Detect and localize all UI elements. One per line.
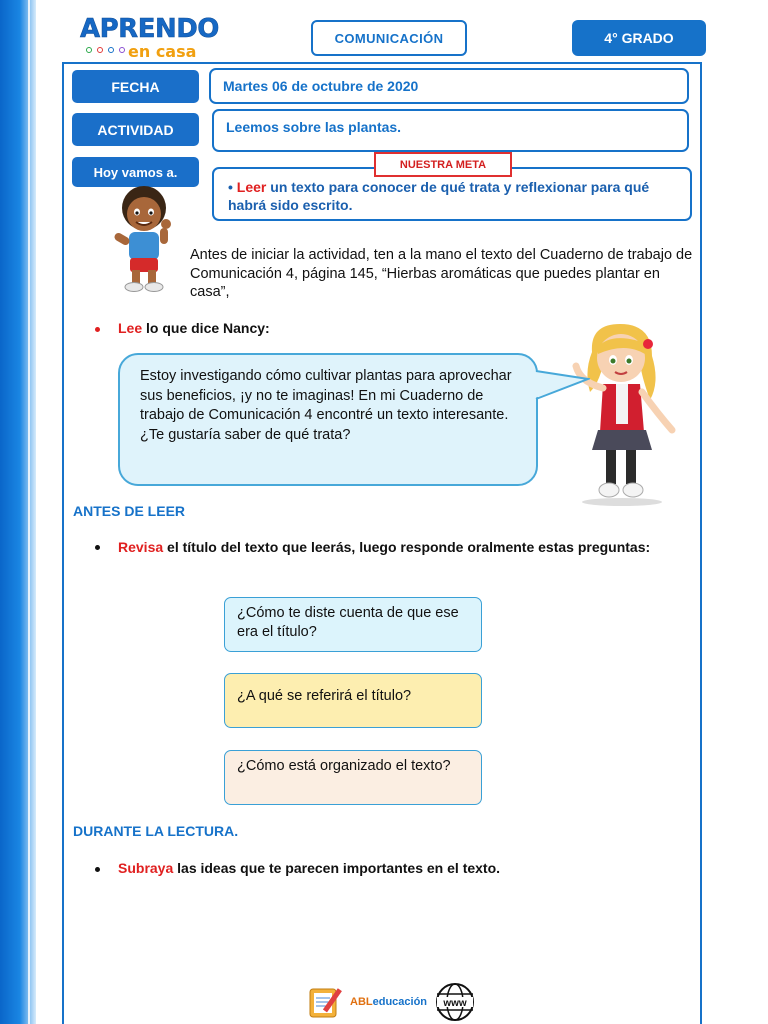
nuestra-meta-tag: NUESTRA META [374,152,512,177]
lee-instruction [95,320,270,336]
footer-logos [306,982,477,1022]
fecha-value: Martes 06 de octubre de 2020 [209,68,689,104]
lee-verb: Lee [118,320,143,336]
subraya-text: las ideas que te parecen importantes en el texto. [173,860,501,876]
svg-text:www: www [443,998,467,1009]
aprendo-en-casa-logo: APRENDO en casa [80,14,219,61]
abl-educacion-brand: ABLeducación [350,996,428,1008]
logo-dots [86,47,125,53]
subject-badge: COMUNICACIÓN [311,20,467,56]
meta-text: un texto para conocer de qué trata y reflexionar para qué habrá sido escrito. [228,179,650,213]
revisa-verb: Revisa [118,539,164,555]
antes-de-leer-title: ANTES DE LEER [73,503,186,519]
globe-www-icon [433,982,477,1022]
question-box-1: ¿Cómo te diste cuenta de que ese era el título? [224,597,482,652]
actividad-label: ACTIVIDAD [72,113,199,146]
nancy-speech-bubble: Estoy investigando cómo cultivar plantas para aprovechar sus beneficios, ¡y no te imaginas! En mi Cuaderno de trabajo de Comunicación 4 encontré un texto interesante. ¿Te gustaría saber de qué trata? [118,353,538,486]
durante-la-lectura-title: DURANTE LA LECTURA. [73,823,239,839]
intro-paragraph: Antes de iniciar la actividad, ten a la mano el texto del Cuaderno de trabajo de Comunicación 4, página 145, “Hierbas aromáticas que puedes plantar en casa”, [190,247,693,300]
question-box-3: ¿Cómo está organizado el texto? [224,750,482,805]
grade-badge: 4° GRADO [572,20,706,56]
lee-text: lo que dice Nancy: [142,320,270,336]
meta-box: • Leer un texto para conocer de qué trata y reflexionar para qué habrá sido escrito. [212,167,692,221]
hoy-vamos-label: Hoy vamos a. [72,157,199,187]
boy-illustration [104,180,184,295]
subraya-verb: Subraya [118,860,174,876]
left-decorative-strip [0,0,36,1024]
fecha-label: FECHA [72,70,199,103]
question-box-2: ¿A qué se referirá el título? [224,673,482,728]
subraya-instruction [95,860,500,876]
actividad-value: Leemos sobre las plantas. [212,109,689,152]
revisa-text: el título del texto que leerás, luego responde oralmente estas preguntas: [163,539,651,555]
meta-verb: Leer [236,179,267,195]
speech-bubble-tail [530,355,590,415]
notebook-pencil-icon [306,983,344,1021]
revisa-instruction [95,538,655,557]
